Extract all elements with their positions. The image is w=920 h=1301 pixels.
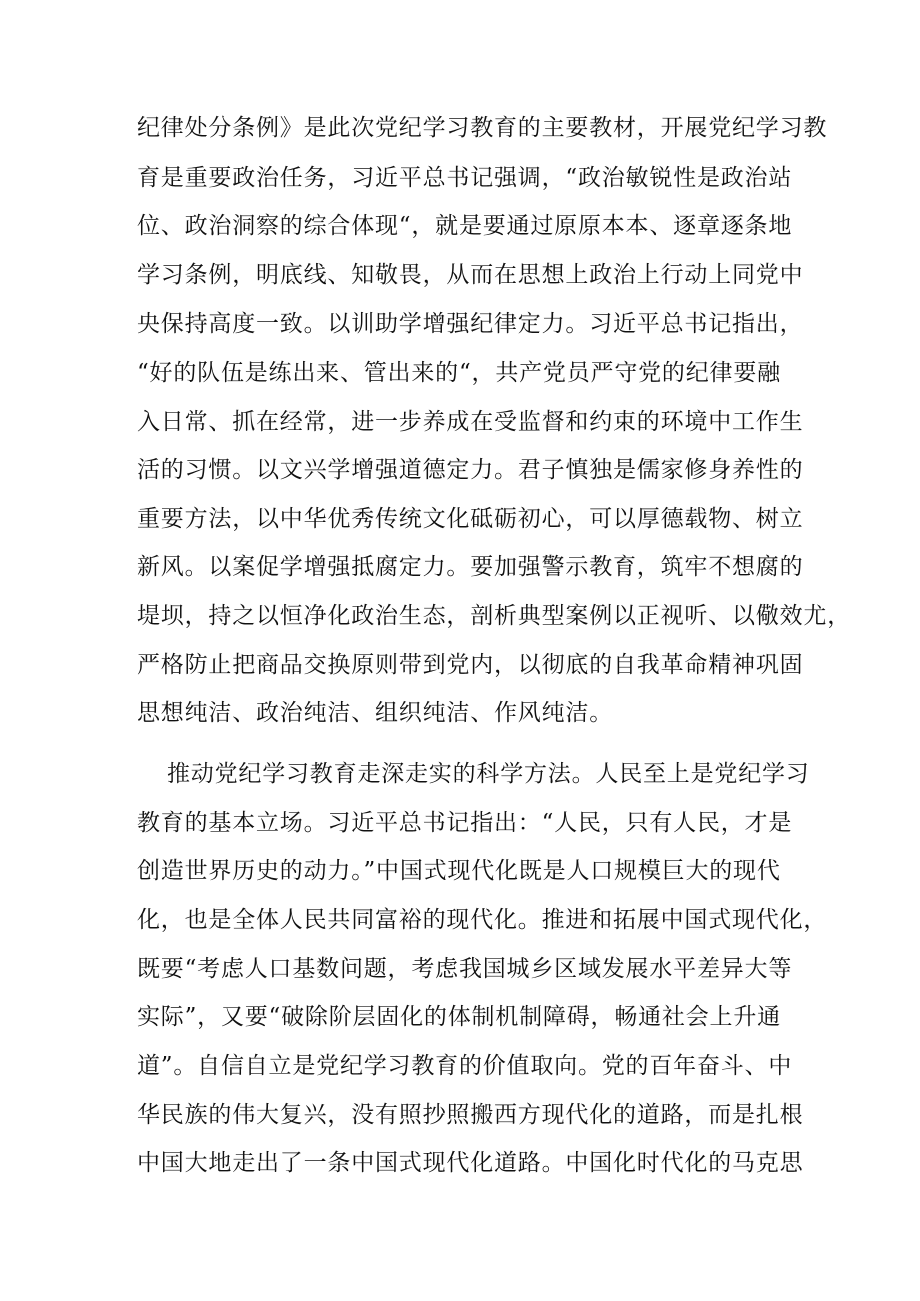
text-line: “好的队伍是练出来、管出来的“，共产党员严守党的纪律要融	[137, 360, 781, 386]
text-line: 中国大地走出了一条中国式现代化道路。中国化时代化的马克思	[137, 1150, 804, 1176]
text-line: 道”。自信自立是党纪学习教育的价值取向。党的百年奋斗、中	[137, 1053, 793, 1079]
text-line: 严格防止把商品交换原则带到党内，以彻底的自我革命精神巩固	[137, 652, 804, 678]
text-line: 学习条例，明底线、知敬畏，从而在思想上政治上行动上同党中	[137, 262, 804, 288]
text-line: 实际”，又要“破除阶层固化的体制机制障碍，畅通社会上升通	[137, 1004, 781, 1030]
text-line: 重要方法，以中华优秀传统文化砥砺初心，可以厚德载物、树立	[137, 506, 804, 532]
text-line: 堤坝，持之以恒净化政治生态，剖析典型案例以正视听、以儆效尤，	[137, 603, 851, 629]
text-line: 创造世界历史的动力。”中国式现代化既是人口规模巨大的现代	[137, 858, 781, 884]
text-line: 新风。以案促学增强抵腐定力。要加强警示教育，筑牢不想腐的	[137, 554, 804, 580]
text-line: 育是重要政治任务，习近平总书记强调，“政治敏锐性是政治站	[137, 165, 793, 191]
text-line: 教育的基本立场。习近平总书记指出：“人民，只有人民，才是	[137, 810, 793, 836]
paragraph-first-line: 推动党纪学习教育走深走实的科学方法。人民至上是党纪学习	[167, 761, 810, 787]
text-line: 纪律处分条例》是此次党纪学习教育的主要教材，开展党纪学习教	[137, 115, 828, 141]
text-line: 央保持高度一致。以训助学增强纪律定力。习近平总书记指出，	[137, 311, 804, 337]
text-line: 位、政治洞察的综合体现“，就是要通过原原本本、逐章逐条地	[137, 213, 793, 239]
text-line: 华民族的伟大复兴，没有照抄照搬西方现代化的道路，而是扎根	[137, 1102, 804, 1128]
text-line: 既要“考虑人口基数问题，考虑我国城乡区域发展水平差异大等	[137, 956, 793, 982]
text-line: 化，也是全体人民共同富裕的现代化。推进和拓展中国式现代化，	[137, 907, 828, 933]
text-line: 活的习惯。以文兴学增强道德定力。君子慎独是儒家修身养性的	[137, 457, 804, 483]
text-line: 思想纯洁、政治纯洁、组织纯洁、作风纯洁。	[137, 700, 613, 726]
text-line: 入日常、抓在经常，进一步养成在受监督和约束的环境中工作生	[137, 409, 804, 435]
